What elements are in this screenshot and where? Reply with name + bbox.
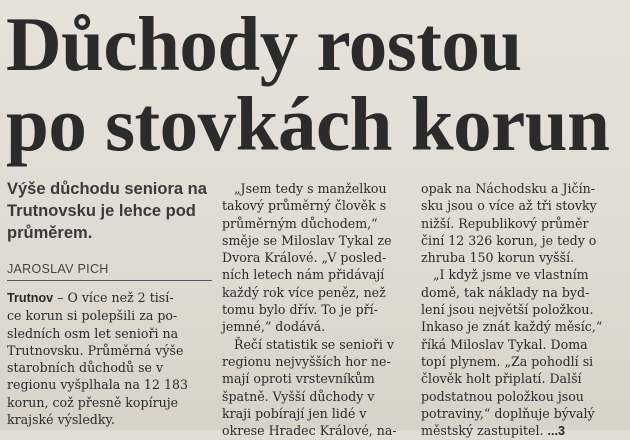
column-2-line: Dvora Králové. „V posled- xyxy=(222,250,387,266)
column-2-line: kraji pobírají jen lidé v xyxy=(222,405,367,421)
column-3-line: „I když jsme ve vlastním xyxy=(433,267,589,283)
column-3-line: sku jsou o více až tři stovky xyxy=(421,198,597,214)
column-3-line: zhruba 150 korun vyšší. xyxy=(421,250,575,266)
column-3-line: Inkaso je znát každý měsíc,“ xyxy=(421,319,603,335)
column-2-line: tomu bylo dřív. To je pří- xyxy=(222,302,378,318)
column-2-line: „Jsem tedy s manželkou xyxy=(234,181,387,196)
headline-line-2: po stovkách korun xyxy=(6,81,610,167)
column-3-line: člověk holt připlatí. Další xyxy=(421,371,582,387)
page-reference[interactable]: ...3 xyxy=(547,424,566,439)
column-3-line: nižší. Republikový průměr xyxy=(421,215,589,231)
article-column-1 xyxy=(7,289,209,428)
column-3-line-last xyxy=(421,422,626,440)
column-1-line-0 xyxy=(7,289,209,307)
column-2-line: okrese Hradec Králové, na- xyxy=(222,423,397,439)
article-column-3 xyxy=(421,180,626,440)
column-2-line: regionu nejvyšších hor ne- xyxy=(222,353,391,369)
column-3-line-14-text: městský zastupitel. xyxy=(421,423,548,439)
column-2-line: každý rok více peněz, než xyxy=(222,284,386,300)
column-3-line: říká Miloslav Tykal. Doma xyxy=(421,336,588,352)
column-3-line: lení jsou největší položkou. xyxy=(421,302,594,318)
column-1-line: Trutnovsku. Průměrná výše xyxy=(7,342,184,358)
column-2-line: takový průměrný člověk s xyxy=(222,198,387,214)
column-2-line: špatně. Vyšší důchody v xyxy=(222,388,375,404)
column-1-line: korun, což přesně kopíruje xyxy=(7,394,179,410)
article-column-2 xyxy=(222,180,408,439)
column-1-line: starobních důchodů se v xyxy=(7,360,164,376)
column-1-line: krajské výsledky. xyxy=(7,412,115,428)
column-3-line: podstatnou položkou jsou xyxy=(421,388,584,404)
column-1-line: regionu vyšplhala na 12 183 xyxy=(7,377,188,393)
lead-paragraph: Výše důchodu seniora na Trutnovsku je lehce pod průměrem. xyxy=(7,180,207,242)
column-2-line: ních letech nám přidávají xyxy=(222,267,385,283)
dateline-place: Trutnov xyxy=(7,291,54,305)
column-2-line: směje se Miloslav Tykal ze xyxy=(222,232,392,248)
column-2-line: mají oproti vrstevníkům xyxy=(222,371,375,387)
column-2-line: Řečí statistik se senioři v xyxy=(234,336,395,352)
column-1-line-0-text: – O více než 2 tisí- xyxy=(53,290,174,305)
column-3-line: opak na Náchodsku a Jičín- xyxy=(421,181,595,196)
column-3-line: činí 12 326 korun, je tedy o xyxy=(421,232,597,248)
headline xyxy=(6,1,626,167)
column-1-line: ce korun si polepšili za po- xyxy=(7,308,178,324)
column-2-line: jemné,“ dodává. xyxy=(222,319,326,335)
column-2-line: průměrným důchodem,“ xyxy=(222,215,378,231)
column-3-line: domě, tak náklady na byd- xyxy=(421,284,590,300)
column-3-line: potraviny,“ doplňuje bývalý xyxy=(421,405,595,421)
column-1-line: sledních osm let senioři na xyxy=(7,325,179,341)
column-3-line: topí plynem. „Za pohodlí si xyxy=(421,353,594,369)
headline-line-1: Důchody rostou xyxy=(6,1,522,87)
byline: JAROSLAV PICH xyxy=(7,262,212,281)
